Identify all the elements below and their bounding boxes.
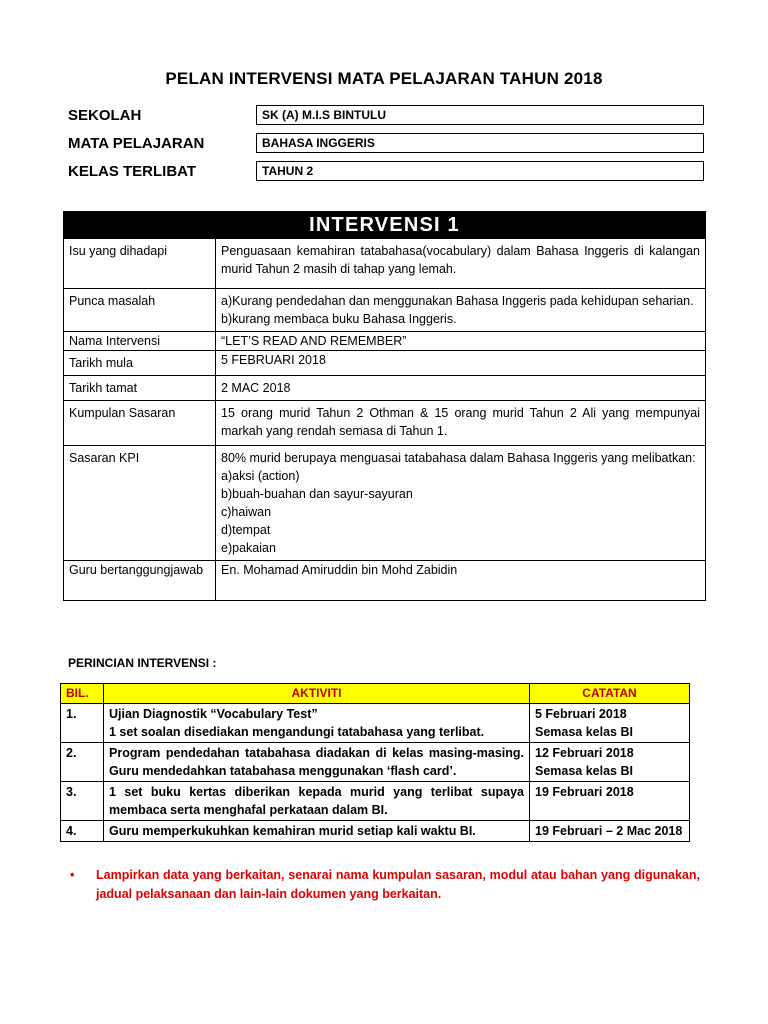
row-catatan bbox=[530, 743, 690, 782]
intervensi-table bbox=[63, 211, 706, 601]
row-aktiviti: Guru memperkukuhkan kemahiran murid setiap kali waktu BI. bbox=[104, 821, 530, 842]
row-aktiviti: Program pendedahan tatabahasa diadakan di kelas masing-masing. Guru mendedahkan tatabahasa menggunakan ‘flash card’. bbox=[104, 743, 530, 782]
kpi-item: e)pakaian bbox=[221, 541, 276, 555]
page-title: PELAN INTERVENSI MATA PELAJARAN TAHUN 2018 bbox=[165, 69, 603, 88]
perincian-table bbox=[60, 683, 690, 842]
kumpulan-sasaran-value: 15 orang murid Tahun 2 Othman & 15 orang murid Tahun 2 Ali yang mempunyai markah yang rendah semasa di Tahun 1. bbox=[216, 401, 706, 446]
table-row bbox=[61, 782, 690, 821]
tarikh-mula-value: 5 FEBRUARI 2018 bbox=[216, 351, 706, 376]
table-row bbox=[61, 821, 690, 842]
row-catatan bbox=[530, 704, 690, 743]
sasaran-kpi-label: Sasaran KPI bbox=[64, 446, 216, 561]
kumpulan-sasaran-label: Kumpulan Sasaran bbox=[64, 401, 216, 446]
kelas-field: TAHUN 2 bbox=[256, 161, 704, 181]
nama-intervensi-label: Nama Intervensi bbox=[64, 332, 216, 351]
attachment-note bbox=[70, 866, 700, 904]
catatan-line: Semasa kelas BI bbox=[535, 764, 633, 778]
guru-value: En. Mohamad Amiruddin bin Mohd Zabidin bbox=[216, 561, 706, 601]
kpi-intro: 80% murid berupaya menguasai tatabahasa dalam Bahasa Inggeris yang melibatkan: bbox=[221, 451, 696, 465]
kpi-item: c)haiwan bbox=[221, 505, 272, 519]
punca-label: Punca masalah bbox=[64, 289, 216, 332]
catatan-line: 5 Februari 2018 bbox=[535, 707, 627, 721]
table-row bbox=[61, 743, 690, 782]
nama-intervensi-value: “LET’S READ AND REMEMBER” bbox=[216, 332, 706, 351]
row-aktiviti bbox=[104, 704, 530, 743]
aktiviti-line: 1 set soalan disediakan mengandungi tatabahasa yang terlibat. bbox=[109, 725, 485, 739]
row-bil: 4. bbox=[61, 821, 104, 842]
aktiviti-line: Ujian Diagnostik “Vocabulary Test” bbox=[109, 707, 318, 721]
isu-label: Isu yang dihadapi bbox=[64, 239, 216, 289]
sekolah-label: SEKOLAH bbox=[68, 107, 142, 124]
catatan-line: 12 Februari 2018 bbox=[535, 746, 634, 760]
bullet-icon: • bbox=[70, 868, 75, 882]
punca-line-2: b)kurang membaca buku Bahasa Inggeris. bbox=[221, 312, 457, 326]
kpi-item: b)buah-buahan dan sayur-sayuran bbox=[221, 487, 413, 501]
punca-line-1: a)Kurang pendedahan dan menggunakan Bahasa Inggeris pada kehidupan seharian. bbox=[221, 294, 694, 308]
perincian-heading: PERINCIAN INTERVENSI : bbox=[68, 656, 217, 670]
tarikh-mula-label: Tarikh mula bbox=[64, 351, 216, 376]
tarikh-tamat-label: Tarikh tamat bbox=[64, 376, 216, 401]
sekolah-field: SK (A) M.I.S BINTULU bbox=[256, 105, 704, 125]
row-bil: 1. bbox=[61, 704, 104, 743]
row-bil: 2. bbox=[61, 743, 104, 782]
attachment-note-text: Lampirkan data yang berkaitan, senarai nama kumpulan sasaran, modul atau bahan yang digunakan, jadual pelaksanaan dan lain-lain dokumen yang berkaitan. bbox=[96, 868, 700, 901]
table-row bbox=[61, 704, 690, 743]
mata-pelajaran-label: MATA PELAJARAN bbox=[68, 135, 205, 152]
guru-label: Guru bertanggungjawab bbox=[64, 561, 216, 601]
mata-pelajaran-field: BAHASA INGGERIS bbox=[256, 133, 704, 153]
col-header-aktiviti: AKTIVITI bbox=[104, 684, 530, 704]
row-catatan: 19 Februari 2018 bbox=[530, 782, 690, 821]
isu-value: Penguasaan kemahiran tatabahasa(vocabulary) dalam Bahasa Inggeris di kalangan murid Tahun 2 masih di tahap yang lemah. bbox=[216, 239, 706, 289]
tarikh-tamat-value: 2 MAC 2018 bbox=[216, 376, 706, 401]
sasaran-kpi-value bbox=[216, 446, 706, 561]
intervensi-heading: INTERVENSI 1 bbox=[64, 212, 706, 239]
row-catatan: 19 Februari – 2 Mac 2018 bbox=[530, 821, 690, 842]
punca-value bbox=[216, 289, 706, 332]
col-header-catatan: CATATAN bbox=[530, 684, 690, 704]
catatan-line: Semasa kelas BI bbox=[535, 725, 633, 739]
col-header-bil: BIL. bbox=[61, 684, 104, 704]
row-bil: 3. bbox=[61, 782, 104, 821]
row-aktiviti: 1 set buku kertas diberikan kepada murid yang terlibat supaya membaca serta menghafal perkataan dalam BI. bbox=[104, 782, 530, 821]
kpi-item: a)aksi (action) bbox=[221, 469, 300, 483]
kpi-item: d)tempat bbox=[221, 523, 271, 537]
kelas-label: KELAS TERLIBAT bbox=[68, 163, 197, 180]
